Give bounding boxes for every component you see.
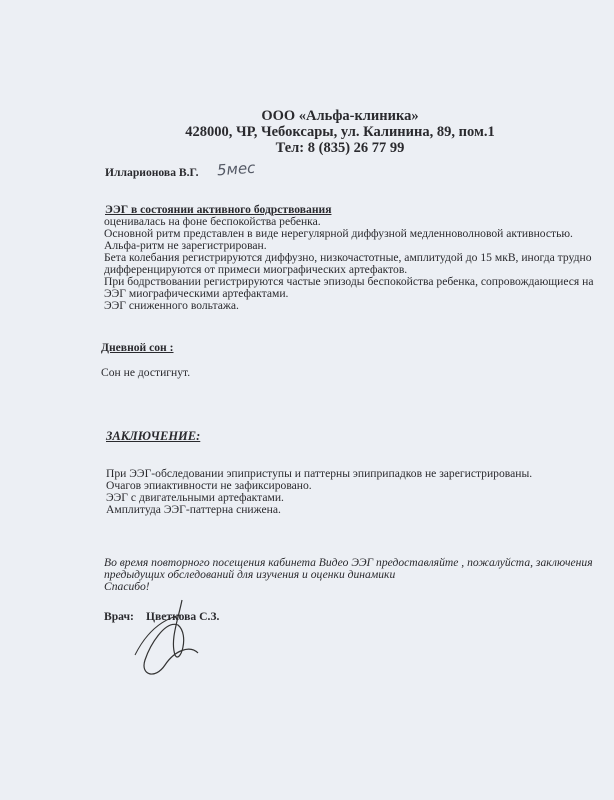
signature [120,595,230,685]
sleep-heading: Дневной сон : [101,341,174,354]
sleep-text: Сон не достигнут. [101,366,191,379]
conclusion-heading: ЗАКЛЮЧЕНИЕ: [106,429,201,443]
conclusion-text [106,468,532,516]
doctor-name: Цветкова С.З. [146,610,220,623]
text-line: При ЭЭГ-обследовании эпиприступы и паттерны эпиприпадков не зарегистрированы. [106,467,533,480]
text-line: Альфа-ритм не зарегистрирован. [104,239,267,252]
org-name: ООО «Альфа-клиника» [261,108,419,124]
text-line: При бодрствовании регистрируются частые эпизоды беспокойства ребенка, сопровождающиеся на [104,275,594,288]
org-phone: Тел: 8 (835) 26 77 99 [275,140,405,156]
text-line: Очагов эпиактивности не зафиксировано. [106,479,312,492]
awake-text [104,216,594,312]
note-text [104,557,593,593]
text-line: Бета колебания регистрируются диффузно, низкочастотные, амплитудой до 15 мкВ, иногда трудно [104,251,592,264]
patient-name: Илларионова В.Г. [105,166,199,179]
org-address: 428000, ЧР, Чебоксары, ул. Калинина, 89, пом.1 [185,124,495,140]
text-line: ЭЭГ с двигательными артефактами. [106,491,284,504]
text-line: ЭЭГ сниженного вольтажа. [104,299,239,312]
text-line: предыдущих обследований для изучения и оценки динамики [104,568,396,581]
doctor-label: Врач: [104,610,134,623]
text-line: Основной ритм представлен в виде нерегулярной диффузной медленноволновой активностью. [104,227,573,240]
text-line: Спасибо! [104,580,150,593]
text-line: оценивалась на фоне беспокойства ребенка. [104,215,321,228]
text-line: Амплитуда ЭЭГ-паттерна снижена. [106,503,281,516]
text-line: дифференцируются от примеси миографических артефактов. [104,263,408,276]
text-line: Во время повторного посещения кабинета Видео ЭЭГ предоставляйте , пожалуйста, заключения [104,556,593,569]
handwritten-age: 5мес [216,158,256,180]
awake-heading: ЭЭГ в состоянии активного бодрствования [105,203,332,216]
text-line: ЭЭГ миографическими артефактами. [104,287,289,300]
